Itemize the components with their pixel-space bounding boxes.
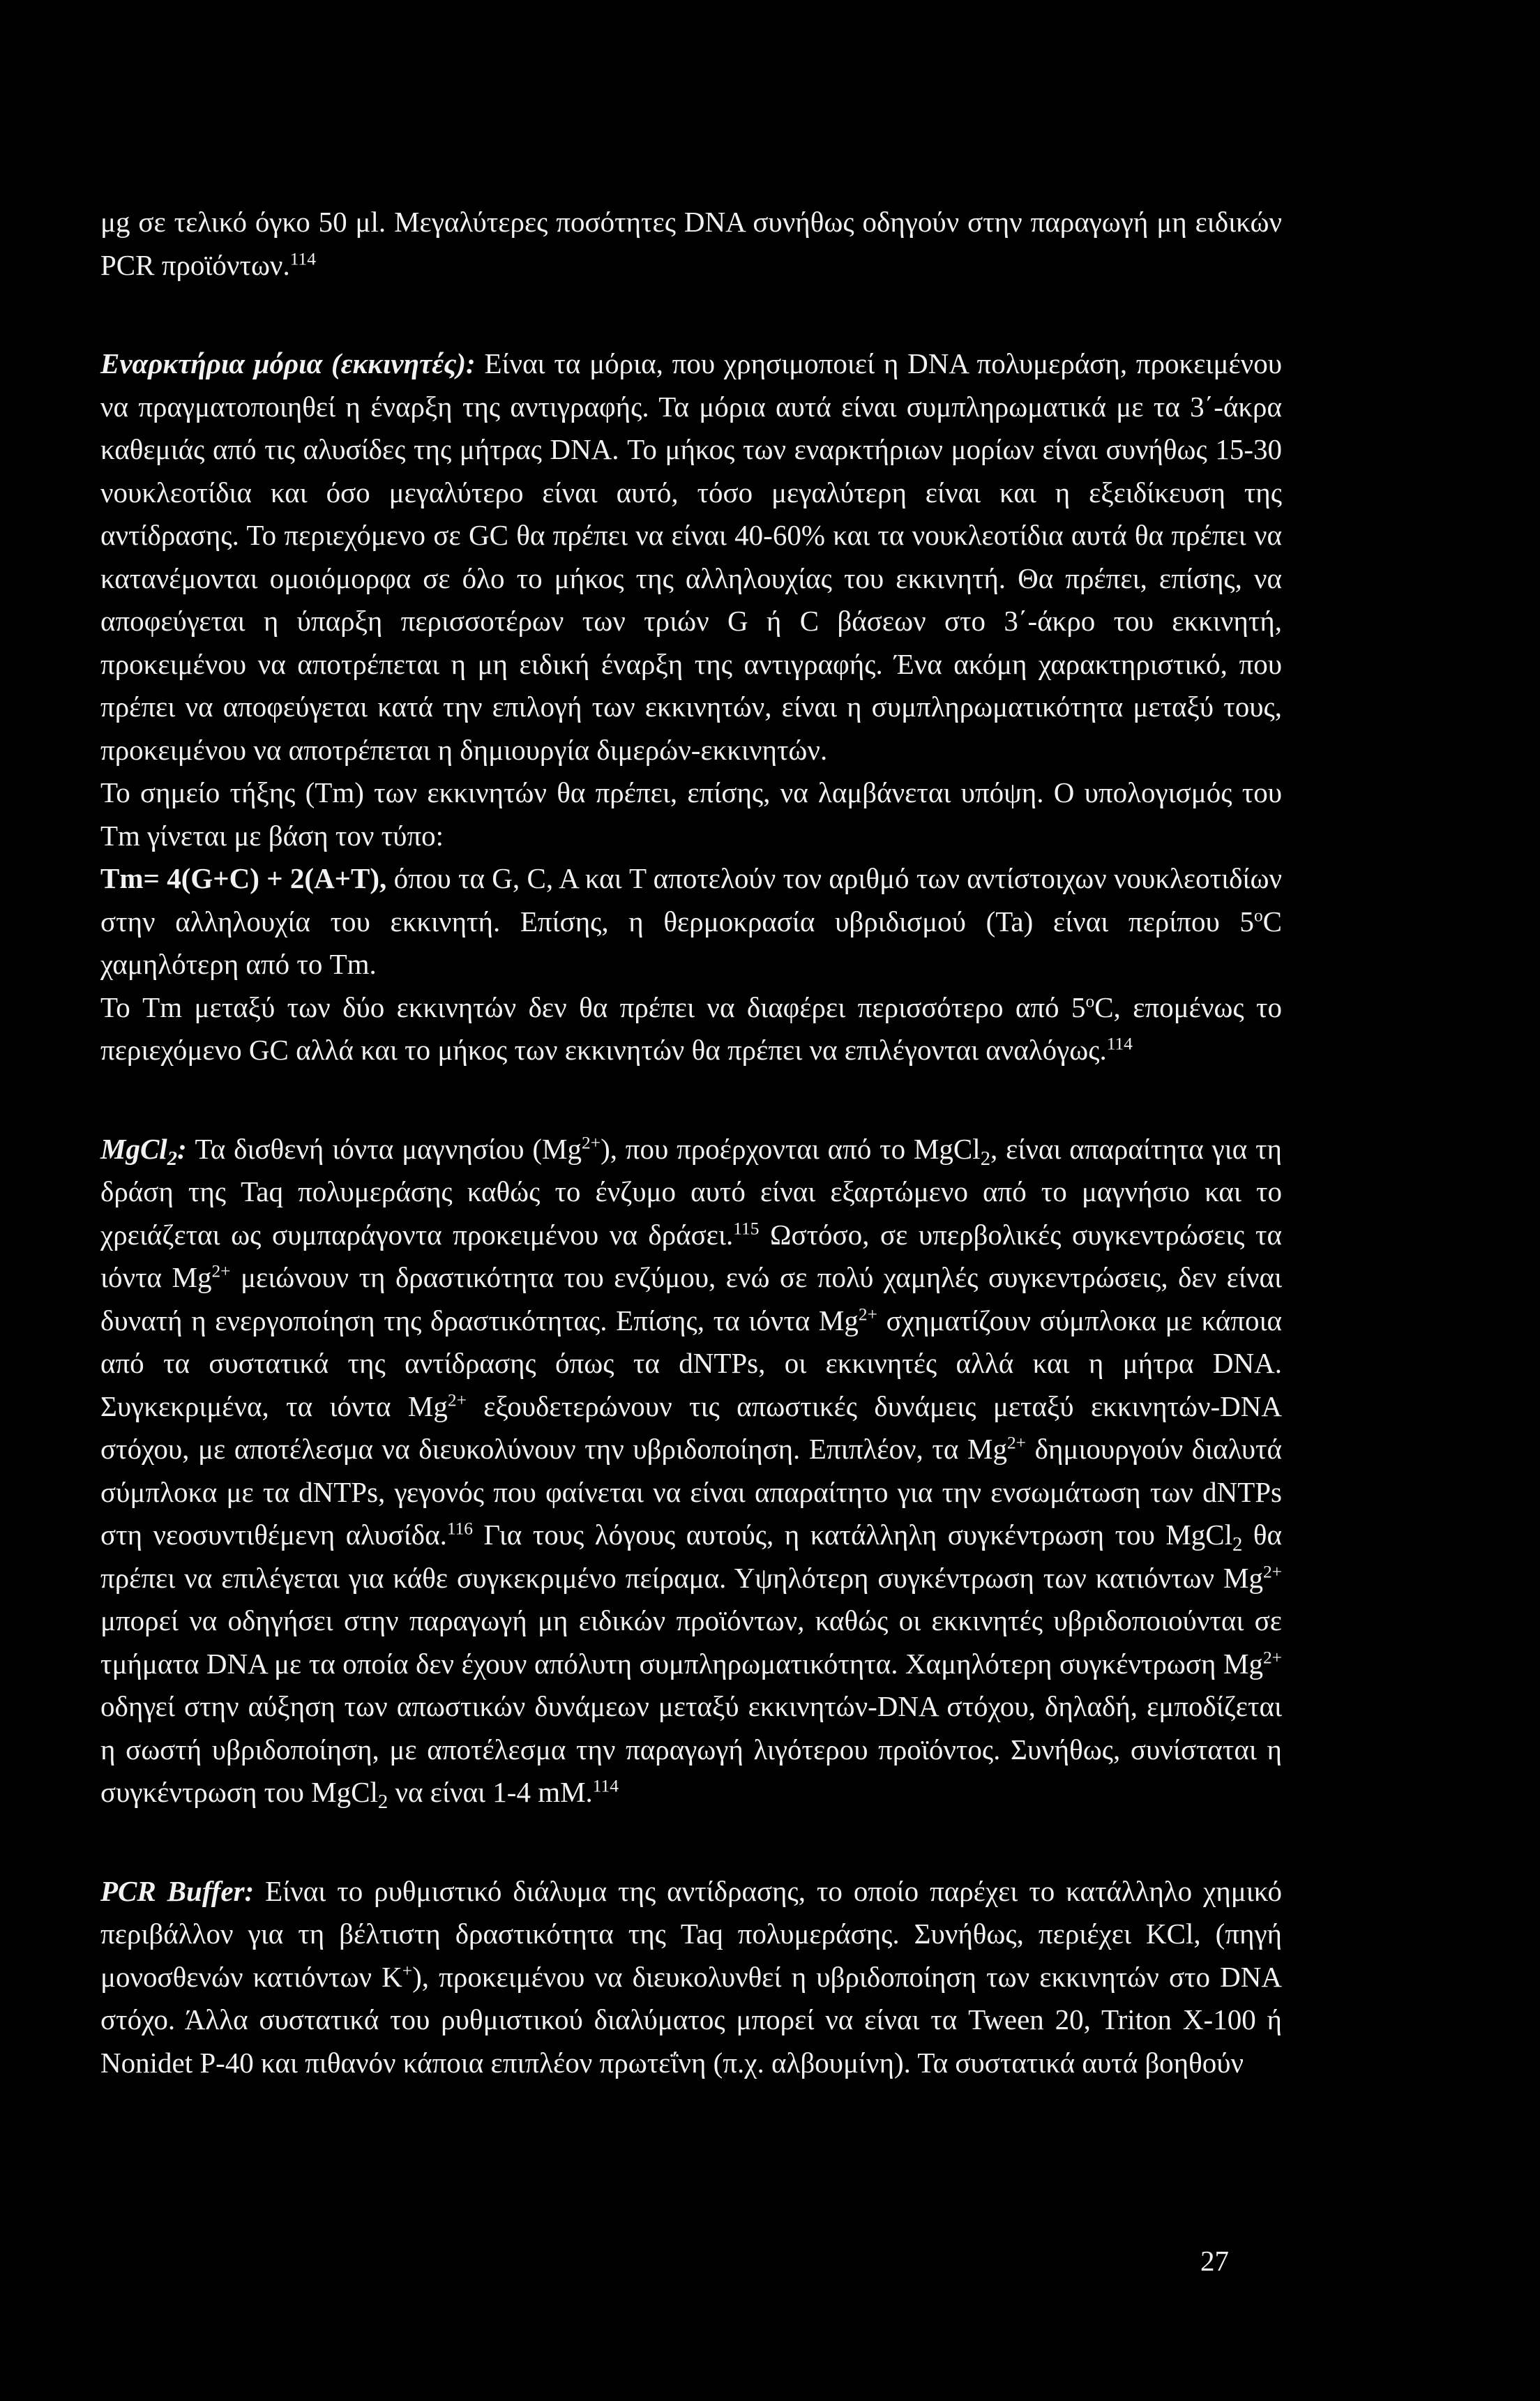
paragraph-gap [100, 1072, 1282, 1128]
paragraph-primers [100, 343, 1282, 772]
paragraph-text: σχηματίζουν σύμπλοκα με κάποια από τα συστατικά της αντίδρασης όπως τα dNTPs, οι εκκινητές αλλά και η μήτρα DNA. Συγκεκριμένα, τα ιόντα Mg [100, 1304, 1282, 1422]
paragraph-text: C, επομένως το περιεχόμενο GC αλλά και το μήκος των εκκινητών θα πρέπει να επιλέγονται αναλόγως. [100, 991, 1282, 1066]
paragraph-text: ), που προέρχονται από το MgCl [601, 1132, 981, 1165]
reference-superscript: 114 [289, 248, 316, 269]
paragraph-dna-amount [100, 201, 1282, 287]
reference-superscript: 116 [446, 1519, 473, 1539]
paragraph-text: οδηγεί στην αύξηση των απωστικών δυνάμεων μεταξύ εκκινητών-DNA στόχου, δηλαδή, εμποδίζεται η σωστή υβριδοποίηση, με αποτέλεσμα την παραγωγή λιγότερου προϊόντος. Συνήθως, συνίσταται η συγκέντρωση του MgCl [100, 1690, 1282, 1808]
paragraph-text: Τα δισθενή ιόντα μαγνησίου (Mg [186, 1132, 582, 1165]
paragraph-text: να είναι 1-4 mM. [388, 1776, 593, 1808]
degree-superscript: o [1085, 991, 1095, 1011]
subscript: 2 [377, 1791, 388, 1814]
charge-superscript: 2+ [447, 1390, 467, 1410]
reference-superscript: 114 [1106, 1034, 1133, 1054]
term-mgcl2 [100, 1132, 187, 1170]
document-page [100, 201, 1282, 2084]
term-colon: : [177, 1132, 187, 1165]
degree-superscript: o [1253, 905, 1263, 925]
paragraph-text: εξουδετερώνουν τις απωστικές δυνάμεις μεταξύ εκκινητών-DNA στόχου, με αποτέλεσμα να διευκολύνουν την υβριδοποίηση. Επιπλέον, τα Mg [100, 1390, 1282, 1465]
paragraph-text: Το Tm μεταξύ των δύο εκκινητών δεν θα πρέπει να διαφέρει περισσότερο από 5 [100, 991, 1086, 1023]
reference-superscript: 115 [733, 1218, 760, 1238]
charge-superscript: + [402, 1960, 413, 1980]
charge-superscript: 2+ [858, 1304, 877, 1324]
charge-superscript: 2+ [1006, 1433, 1027, 1453]
paragraph-text: δημιουργούν διαλυτά σύμπλοκα με τα dNTPs, γεγονός που φαίνεται να είναι απαραίτητο για την ενσωμάτωση των dNTPs στη νεοσυντιθέμενη αλυσίδα. [100, 1433, 1282, 1551]
paragraph-text: Για τους λόγους αυτούς, η κατάλληλη συγκέντρωση του MgCl [473, 1519, 1233, 1551]
subscript: 2 [1232, 1533, 1243, 1556]
paragraph-formula [100, 857, 1282, 986]
term-pcr-buffer: PCR Buffer: [100, 1874, 255, 1907]
paragraph-text: Ωστόσο, σε υπερβολικές συγκεντρώσεις τα ιόντα Mg [100, 1218, 1282, 1293]
paragraph-text: Το σημείο τήξης (Tm) των εκκινητών θα πρέπει, επίσης, να λαμβάνεται υπόψη. Ο υπολογισμός του Tm γίνεται με βάση τον τύπο: [100, 776, 1282, 852]
paragraph-text: Είναι τα μόρια, που χρησιμοποιεί η DNA πολυμεράση, προκειμένου να πραγματοποιηθεί η έναρξη της αντιγραφής. Τα μόρια αυτά είναι συμπληρωματικά με τα 3΄-άκρα καθεμιάς από τις αλυσίδες της μήτρας DNA. Το μήκος των εναρκτήριων μορίων είναι συνήθως 15-30 νουκλεοτίδια και όσο μεγαλύτερο είναι αυτό, τόσο μεγαλύτερη είναι και η εξειδίκευση της αντίδρασης. Το περιεχόμενο σε GC θα πρέπει να είναι 40-60% και τα νουκλεοτίδια αυτά θα πρέπει να κατανέμονται ομοιόμορφα σε όλο το μήκος της αλληλουχίας του εκκινητή. Θα πρέπει, επίσης, να αποφεύγεται η ύπαρξη περισσοτέρων των τριών G ή C βάσεων στο 3΄-άκρο του εκκινητή, προκειμένου να αποτρέπεται η μη ειδική έναρξη της αντιγραφής. Ένα ακόμη χαρακτηριστικό, που πρέπει να αποφεύγεται κατά την επιλογή των εκκινητών, είναι η συμπληρωματικότητα μεταξύ τους, προκειμένου να αποτρέπεται η δημιουργία διμερών-εκκινητών. [100, 347, 1282, 766]
charge-superscript: 2+ [1262, 1561, 1282, 1581]
paragraph-text: C χαμηλότερη από το Tm. [100, 905, 1282, 980]
paragraph-gap [100, 287, 1282, 343]
page-number: 27 [1200, 2245, 1229, 2277]
paragraph-mgcl2 [100, 1128, 1282, 1814]
term-text: MgCl [100, 1132, 167, 1165]
paragraph-text: μπορεί να οδηγήσει στην παραγωγή μη ειδικών προϊόντων, καθώς οι εκκινητές υβριδοποιούνται σε τμήματα DNA με τα οποία δεν έχουν απόλυτη συμπληρωματικότητα. Χαμηλότερη συγκέντρωση Mg [100, 1604, 1282, 1680]
paragraph-tm-difference [100, 986, 1282, 1072]
charge-superscript: 2+ [211, 1261, 231, 1281]
paragraph-text: , είναι απαραίτητα για τη δράση της Taq πολυμεράσης καθώς το ένζυμο αυτό είναι εξαρτώμενο από το μαγνήσιο και το χρειάζεται ως συμπαράγοντα προκειμένου να δράσει. [100, 1132, 1282, 1251]
charge-superscript: 2+ [1262, 1647, 1282, 1667]
paragraph-text: όπου τα G, C, A και T αποτελούν τον αριθμό των αντίστοιχων νουκλεοτιδίων στην αλληλουχία του εκκινητή. Επίσης, η θερμοκρασία υβριδισμού (Ta) είναι περίπου 5 [100, 862, 1282, 938]
term-primers: Εναρκτήρια μόρια (εκκινητές): [100, 347, 476, 379]
paragraph-melting-point [100, 772, 1282, 857]
reference-superscript: 114 [592, 1776, 619, 1796]
paragraph-gap [100, 1814, 1282, 1870]
paragraph-text: μg σε τελικό όγκο 50 μl. Μεγαλύτερες ποσότητες DNA συνήθως οδηγούν στην παραγωγή μη ειδικών PCR προϊόντων. [100, 206, 1282, 281]
paragraph-text: μειώνουν τη δραστικότητα του ενζύμου, ενώ σε πολύ χαμηλές συγκεντρώσεις, δεν είναι δυνατή η ενεργοποίηση της δραστικότητας. Επίσης, τα ιόντα Mg [100, 1261, 1282, 1337]
paragraph-text: θα πρέπει να επιλέγεται για κάθε συγκεκριμένο πείραμα. Υψηλότερη συγκέντρωση των κατιόντων Mg [100, 1519, 1282, 1594]
tm-formula: Tm= 4(G+C) + 2(A+T), [100, 862, 387, 894]
paragraph-text: Είναι το ρυθμιστικό διάλυμα της αντίδρασης, το οποίο παρέχει το κατάλληλο χημικό περιβάλλον για τη βέλτιστη δραστικότητα της Taq πολυμεράσης. Συνήθως, περιέχει KCl, (πηγή μονοσθενών κατιόντων K [100, 1874, 1283, 1993]
charge-superscript: 2+ [582, 1132, 601, 1152]
subscript: 2 [980, 1147, 991, 1170]
subscript: 2 [167, 1147, 178, 1170]
paragraph-pcr-buffer [100, 1870, 1282, 2085]
paragraph-text: ), προκειμένου να διευκολυνθεί η υβριδοποίηση των εκκινητών στο DNA στόχο. Άλλα συστατικά του ρυθμιστικού διαλύματος μπορεί να είναι τα Tween 20, Triton X-100 ή Nonidet P-40 και πιθανόν κάποια επιπλέον πρωτεΐνη (π.χ. αλβουμίνη). Τα συστατικά αυτά βοηθούν [100, 1960, 1282, 2079]
